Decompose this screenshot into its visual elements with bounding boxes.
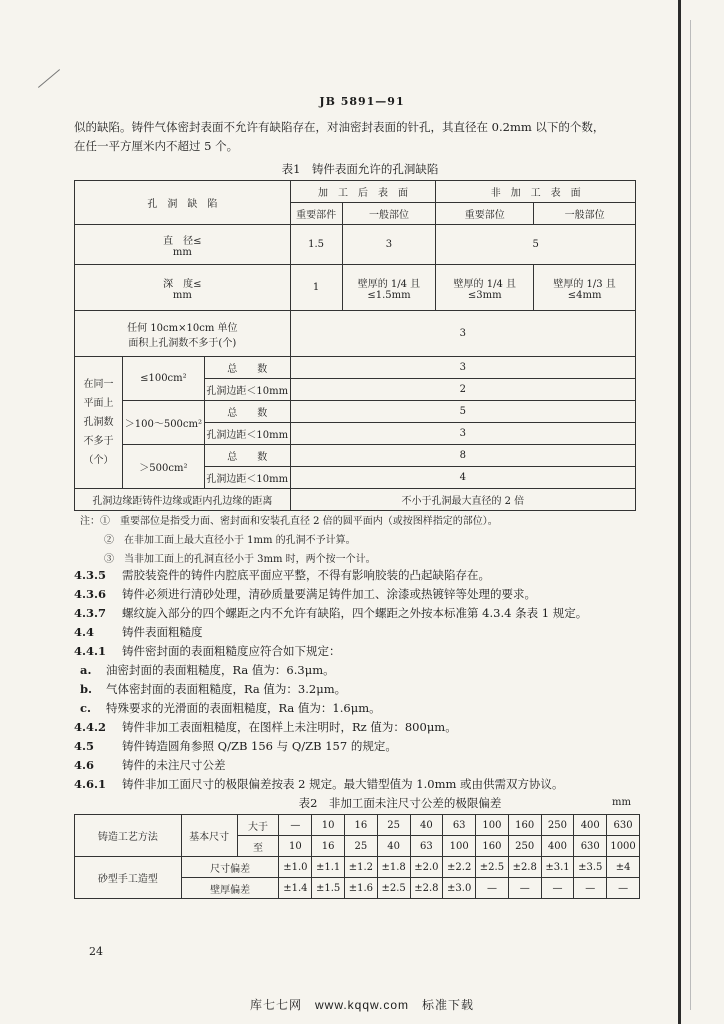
item-letter: a.	[80, 663, 92, 677]
intro-paragraph	[74, 118, 674, 156]
item-text: 油密封面的表面粗糙度，Ra 值为：6.3μm。	[106, 663, 335, 677]
size-over-cell: 10	[312, 815, 345, 836]
header-basic-size: 基本尺寸	[181, 815, 237, 857]
area-3-total: 8	[290, 445, 635, 467]
section-number: 4.6.1	[74, 777, 107, 791]
item-c	[74, 699, 381, 718]
dim-deviation-cell: ±1.8	[377, 857, 410, 878]
defect-table	[74, 180, 636, 511]
note-1: ① 重要部位是指受力面、密封面和安装孔直径 2 倍的圆平面内（或按图样指定的部位）。	[100, 516, 498, 527]
diameter-label-text: 直 径≤	[163, 235, 202, 247]
header-process: 铸造工艺方法	[75, 815, 182, 857]
item-letter: c.	[80, 701, 92, 715]
section-4-3-7	[74, 604, 587, 623]
diameter-value-3: 5	[436, 225, 636, 265]
table1-notes	[80, 512, 670, 569]
wall-deviation-cell: ±1.5	[312, 878, 345, 899]
table2-unit: mm	[612, 797, 631, 808]
section-number: 4.4.2	[74, 720, 107, 734]
section-4-3-6	[74, 585, 536, 604]
wall-deviation-cell: ±2.5	[377, 878, 410, 899]
dim-deviation-cell: ±2.0	[410, 857, 443, 878]
same-plane-b: 平面上	[83, 398, 114, 409]
wall-deviation-label: 壁厚偏差	[181, 878, 279, 899]
size-over-cell: 16	[345, 815, 378, 836]
area-2: ＞100～500cm²	[122, 401, 204, 445]
page-edge-shadow	[690, 20, 691, 1010]
distance-value: 不小于孔洞最大直径的 2 倍	[290, 489, 635, 511]
dim-deviation-cell: ±4	[607, 857, 640, 878]
section-text: 铸件必须进行清砂处理，清砂质量要满足铸件加工、涂漆或热镀锌等处理的要求。	[122, 587, 536, 601]
same-plane-d: 不多于	[83, 436, 114, 447]
section-number: 4.3.5	[74, 568, 107, 582]
section-number: 4.6	[74, 758, 95, 772]
section-heading: 铸件的未注尺寸公差	[122, 758, 226, 772]
size-to-cell: 630	[574, 836, 607, 857]
depth-value-2b: ≤1.5mm	[367, 289, 411, 301]
section-4-6-1	[74, 775, 564, 794]
wall-deviation-cell: —	[476, 878, 509, 899]
wall-deviation-cell: ±1.6	[345, 878, 378, 899]
item-text: 气体密封面的表面粗糙度，Ra 值为：3.2μm。	[106, 682, 347, 696]
depth-label-text: 深 度≤	[163, 278, 202, 290]
size-to-cell: 25	[345, 836, 378, 857]
section-4-4-1	[74, 642, 341, 661]
intro-line-1: 似的缺陷。铸件气体密封表面不允许有缺陷存在，对油密封表面的针孔，其直径在 0.2mm 以下的个数，	[74, 120, 605, 134]
any-area-value: 3	[290, 311, 635, 357]
header-over: 大于	[237, 815, 279, 836]
size-over-cell: 40	[410, 815, 443, 836]
size-to-cell: 16	[312, 836, 345, 857]
item-a	[74, 661, 335, 680]
pencil-mark	[38, 69, 60, 88]
wall-deviation-cell: ±2.8	[410, 878, 443, 899]
dim-deviation-cell: ±1.0	[279, 857, 312, 878]
section-4-4	[74, 623, 203, 642]
item-text: 特殊要求的光滑面的表面粗糙度，Ra 值为：1.6μm。	[106, 701, 381, 715]
same-plane-a: 在同一	[83, 379, 114, 390]
same-plane-label	[75, 357, 123, 489]
table2-caption: 表2 非加工面未注尺寸公差的极限偏差	[298, 796, 502, 810]
depth-value-4a: 壁厚的 1/3 且	[553, 278, 616, 290]
size-over-cell: 630	[607, 815, 640, 836]
size-to-cell: 1000	[607, 836, 640, 857]
wall-deviation-cell: —	[508, 878, 541, 899]
area-2-edge-label: 孔洞边距＜10mm	[204, 423, 290, 445]
size-to-cell: 160	[476, 836, 509, 857]
section-text: 螺纹旋入部分的四个螺距之内不允许有缺陷，四个螺距之外按本标准第 4.3.4 条表 1 规定。	[122, 606, 588, 620]
header-defect: 孔 洞 缺 陷	[75, 181, 291, 225]
distance-label: 孔洞边缘距铸件边缘或距内孔边缘的距离	[75, 489, 291, 511]
section-number: 4.3.7	[74, 606, 107, 620]
wall-deviation-cell: —	[574, 878, 607, 899]
wall-deviation-cell: —	[607, 878, 640, 899]
section-text: 铸件密封面的表面粗糙度应符合如下规定：	[122, 644, 341, 658]
area-1: ≤100cm²	[122, 357, 204, 401]
size-over-cell: 250	[541, 815, 574, 836]
tolerance-table	[74, 814, 640, 899]
any-area-label-a: 任何 10cm×10cm 单位	[127, 322, 238, 334]
size-to-cell: 100	[443, 836, 476, 857]
size-over-cell: 63	[443, 815, 476, 836]
area-2-total-label: 总 数	[204, 401, 290, 423]
dim-deviation-cell: ±3.5	[574, 857, 607, 878]
page-edge-binding	[678, 0, 681, 1024]
diameter-value-2: 3	[342, 225, 436, 265]
header-important: 重要部件	[290, 203, 342, 225]
dim-deviation-cell: ±1.1	[312, 857, 345, 878]
size-over-cell: 160	[508, 815, 541, 836]
header-important-2: 重要部位	[436, 203, 534, 225]
same-plane-e: （个）	[83, 455, 114, 466]
wall-deviation-cell: ±3.0	[443, 878, 476, 899]
depth-value-4b: ≤4mm	[567, 289, 602, 301]
section-4-3-5	[74, 566, 490, 585]
section-text: 需胶装瓷件的铸件内腔底平面应平整，不得有影响胶装的凸起缺陷存在。	[122, 568, 490, 582]
size-to-cell: 10	[279, 836, 312, 857]
dim-deviation-cell: ±2.2	[443, 857, 476, 878]
area-3-total-label: 总 数	[204, 445, 290, 467]
area-3: ＞500cm²	[122, 445, 204, 489]
dim-deviation-cell: ±1.2	[345, 857, 378, 878]
wall-deviation-cell: ±1.4	[279, 878, 312, 899]
depth-value-2a: 壁厚的 1/4 且	[357, 278, 421, 290]
depth-label	[75, 265, 291, 311]
area-2-edge: 3	[290, 423, 635, 445]
area-1-total-label: 总 数	[204, 357, 290, 379]
document-header: JB 5891—91	[319, 95, 405, 108]
item-letter: b.	[80, 682, 93, 696]
page-number: 24	[89, 945, 103, 958]
section-text: 铸件非加工面尺寸的极限偏差按表 2 规定。最大错型值为 1.0mm 或由供需双方协议。	[122, 777, 564, 791]
header-unmachined: 非 加 工 表 面	[436, 181, 636, 203]
diameter-value-1: 1.5	[290, 225, 342, 265]
diameter-unit: mm	[172, 246, 192, 258]
header-general-2: 一般部位	[534, 203, 636, 225]
dim-deviation-cell: ±2.5	[476, 857, 509, 878]
header-machined: 加 工 后 表 面	[290, 181, 436, 203]
size-to-cell: 400	[541, 836, 574, 857]
section-number: 4.3.6	[74, 587, 107, 601]
section-number: 4.4.1	[74, 644, 107, 658]
depth-value-3	[436, 265, 534, 311]
area-2-total: 5	[290, 401, 635, 423]
section-heading: 铸件表面粗糙度	[122, 625, 203, 639]
size-to-cell: 40	[377, 836, 410, 857]
any-area-label-b: 面积上孔洞数不多于(个)	[128, 337, 237, 349]
section-4-6	[74, 756, 226, 775]
area-3-edge: 4	[290, 467, 635, 489]
dim-deviation-cell: ±2.8	[508, 857, 541, 878]
diameter-label	[75, 225, 291, 265]
section-number: 4.4	[74, 625, 95, 639]
area-1-edge-label: 孔洞边距＜10mm	[204, 379, 290, 401]
area-1-total: 3	[290, 357, 635, 379]
wall-deviation-cell: —	[541, 878, 574, 899]
area-1-edge: 2	[290, 379, 635, 401]
note-3: ③ 当非加工面上的孔洞直径小于 3mm 时，两个按一个计。	[104, 554, 376, 565]
dim-deviation-cell: ±3.1	[541, 857, 574, 878]
item-b	[74, 680, 346, 699]
section-4-5	[74, 737, 397, 756]
depth-unit: mm	[172, 289, 192, 301]
depth-value-2	[342, 265, 436, 311]
notes-prefix: 注：	[80, 516, 100, 527]
process-label: 砂型手工造型	[75, 857, 182, 899]
section-text: 铸件铸造圆角参照 Q/ZB 156 与 Q/ZB 157 的规定。	[122, 739, 397, 753]
footer-watermark: 库七七网 www.kqqw.com 标准下载	[249, 998, 475, 1012]
header-general: 一般部位	[342, 203, 436, 225]
depth-value-4	[534, 265, 636, 311]
size-over-cell: 100	[476, 815, 509, 836]
header-to: 至	[237, 836, 279, 857]
table1-caption: 表1 铸件表面允许的孔洞缺陷	[281, 162, 439, 176]
depth-value-3b: ≤3mm	[467, 289, 502, 301]
section-4-4-2	[74, 718, 457, 737]
size-over-cell: 400	[574, 815, 607, 836]
area-3-edge-label: 孔洞边距＜10mm	[204, 467, 290, 489]
depth-value-3a: 壁厚的 1/4 且	[453, 278, 516, 290]
depth-value-1: 1	[290, 265, 342, 311]
section-text: 铸件非加工表面粗糙度，在图样上未注明时，Rz 值为：800μm。	[122, 720, 457, 734]
note-2: ② 在非加工面上最大直径小于 1mm 的孔洞不予计算。	[104, 535, 356, 546]
section-number: 4.5	[74, 739, 95, 753]
size-over-cell: —	[279, 815, 312, 836]
dim-deviation-label: 尺寸偏差	[181, 857, 279, 878]
any-area-label	[75, 311, 291, 357]
size-over-cell: 25	[377, 815, 410, 836]
intro-line-2: 在任一平方厘米内不超过 5 个。	[74, 139, 239, 153]
size-to-cell: 250	[508, 836, 541, 857]
size-to-cell: 63	[410, 836, 443, 857]
same-plane-c: 孔洞数	[83, 417, 114, 428]
